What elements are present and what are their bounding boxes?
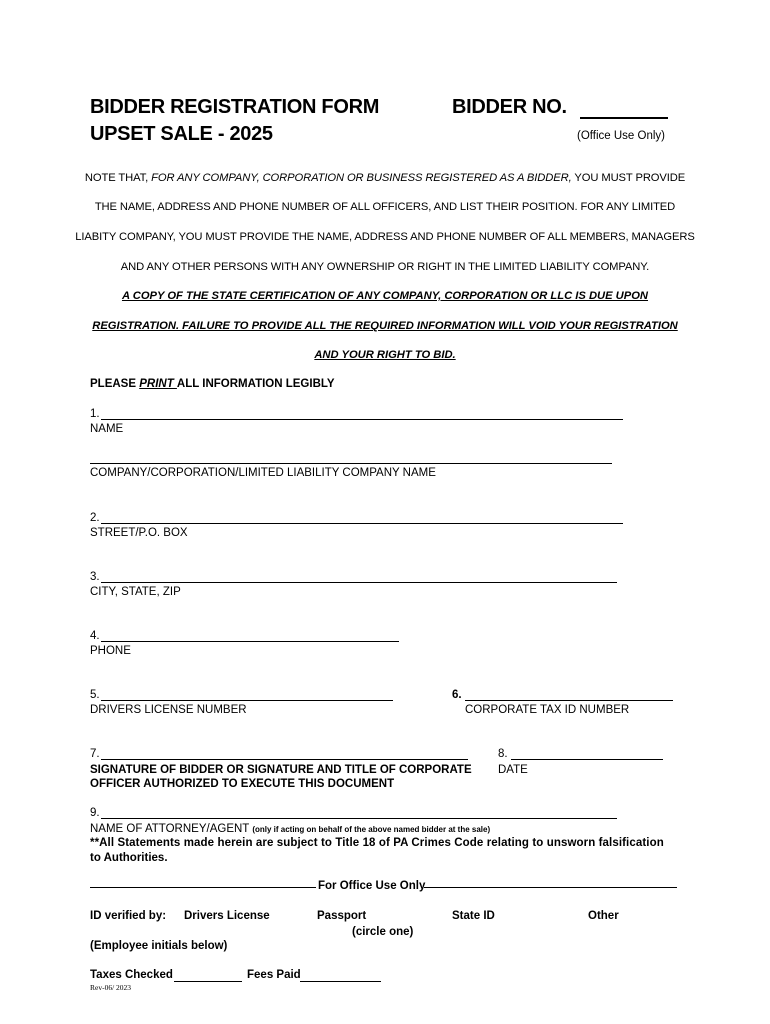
bidder-no-label: BIDDER NO.: [452, 96, 567, 118]
field-6-number: 6.: [452, 689, 462, 701]
field-8-number: 8.: [498, 748, 508, 760]
signature-label-line-1: SIGNATURE OF BIDDER OR SIGNATURE AND TITLE OF CORPORATE: [90, 764, 472, 776]
print-instruction: PLEASE PRINT ALL INFORMATION LEGIBLY: [90, 378, 335, 390]
name-label: NAME: [90, 423, 124, 435]
corporate-tax-id-field[interactable]: [465, 700, 673, 701]
office-use-only-label: (Office Use Only): [577, 130, 665, 142]
form-title: BIDDER REGISTRATION FORM: [90, 96, 380, 118]
attorney-agent-label: NAME OF ATTORNEY/AGENT (only if acting on behalf of the above named bidder at the sale): [90, 823, 491, 835]
attorney-agent-field[interactable]: [101, 818, 617, 819]
company-name-label: COMPANY/CORPORATION/LIMITED LIABILITY COMPANY NAME: [90, 467, 436, 479]
date-label: DATE: [498, 764, 528, 776]
note-line-2: THE NAME, ADDRESS AND PHONE NUMBER OF ALL OFFICERS, AND LIST THEIR POSITION. FOR ANY LIMITED: [94, 201, 676, 213]
field-5-number: 5.: [90, 689, 100, 701]
field-9-number: 9.: [90, 807, 100, 819]
drivers-license-label: DRIVERS LICENSE NUMBER: [90, 704, 247, 716]
taxes-checked-field[interactable]: [174, 981, 242, 982]
office-divider-left: [90, 887, 316, 888]
note-line-3: LIABITY COMPANY, YOU MUST PROVIDE THE NAME, ADDRESS AND PHONE NUMBER OF ALL MEMBERS, MANAGERS: [75, 231, 695, 243]
revision-label: Rev-06/ 2023: [90, 983, 132, 992]
corporate-tax-id-label: CORPORATE TAX ID NUMBER: [465, 704, 630, 716]
employee-initials-label: (Employee initials below): [90, 940, 228, 952]
field-1-number: 1.: [90, 408, 100, 420]
phone-label: PHONE: [90, 645, 131, 657]
bidder-no-field[interactable]: [580, 117, 668, 119]
other-option[interactable]: Other: [588, 910, 619, 922]
name-field[interactable]: [101, 419, 623, 420]
statement-line-2: to Authorities.: [90, 852, 168, 864]
signature-field[interactable]: [101, 759, 468, 760]
phone-field[interactable]: [101, 641, 399, 642]
warning-line-2: REGISTRATION. FAILURE TO PROVIDE ALL THE REQUIRED INFORMATION WILL VOID YOUR REGISTRATION: [92, 320, 678, 332]
warning-line-3: AND YOUR RIGHT TO BID.: [314, 349, 456, 361]
drivers-license-option[interactable]: Drivers License: [184, 910, 270, 922]
field-4-number: 4.: [90, 630, 100, 642]
city-state-zip-label: CITY, STATE, ZIP: [90, 586, 181, 598]
city-state-zip-field[interactable]: [101, 582, 617, 583]
field-3-number: 3.: [90, 571, 100, 583]
drivers-license-field[interactable]: [101, 700, 393, 701]
form-subtitle: UPSET SALE - 2025: [90, 123, 273, 145]
field-7-number: 7.: [90, 748, 100, 760]
passport-option[interactable]: Passport: [317, 910, 367, 922]
state-id-option[interactable]: State ID: [452, 910, 495, 922]
taxes-checked-label: Taxes Checked: [90, 969, 173, 981]
street-label: STREET/P.O. BOX: [90, 527, 188, 539]
date-field[interactable]: [511, 759, 663, 760]
note-line-1: NOTE THAT, FOR ANY COMPANY, CORPORATION OR BUSINESS REGISTERED AS A BIDDER, YOU MUST PROVIDE: [84, 172, 686, 184]
signature-label-line-2: OFFICER AUTHORIZED TO EXECUTE THIS DOCUMENT: [90, 778, 395, 790]
circle-one-label: (circle one): [352, 926, 414, 938]
street-field[interactable]: [101, 523, 623, 524]
note-line-4: AND ANY OTHER PERSONS WITH ANY OWNERSHIP OR RIGHT IN THE LIMITED LIABILITY COMPANY.: [120, 261, 650, 273]
field-2-number: 2.: [90, 512, 100, 524]
statement-line-1: **All Statements made herein are subject to Title 18 of PA Crimes Code relating to unsworn falsification: [90, 837, 664, 849]
office-divider-right: [424, 887, 677, 888]
warning-line-1: A COPY OF THE STATE CERTIFICATION OF ANY COMPANY, CORPORATION OR LLC IS DUE UPON: [121, 290, 649, 302]
fees-paid-label: Fees Paid: [247, 969, 301, 981]
company-name-field[interactable]: [90, 463, 612, 464]
id-verified-label: ID verified by:: [90, 910, 167, 922]
fees-paid-field[interactable]: [300, 981, 381, 982]
office-use-divider-label: For Office Use Only: [318, 880, 426, 892]
